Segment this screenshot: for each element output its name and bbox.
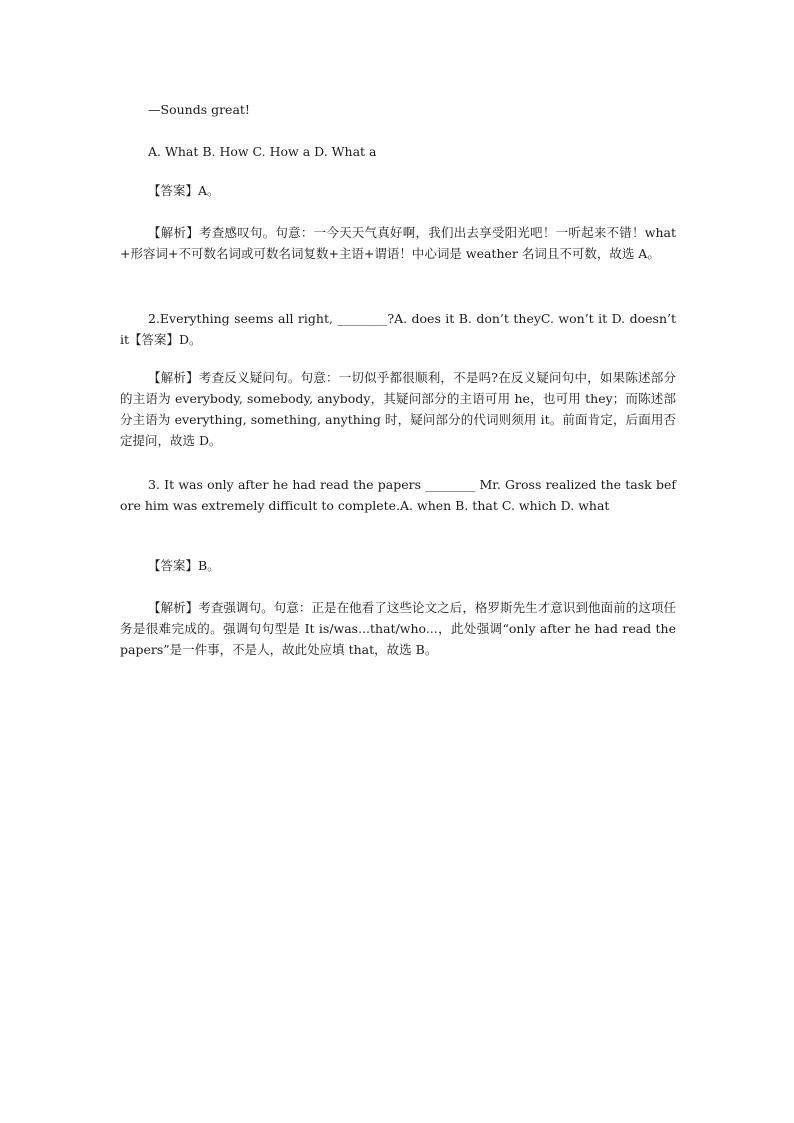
answer-3: 【答案】B。 <box>148 558 220 573</box>
question-3: 3. It was only after he had read the papers ________ Mr. Gross realized the task before him was extremely difficult to complete.A. when B. that C. which D. what <box>120 477 676 513</box>
dialogue-line: —Sounds great! <box>148 102 250 117</box>
explanation-3: 【解析】考查强调句。句意：正是在他看了这些论文之后，格罗斯先生才意识到他面前的这项任务是很难完成的。强调句句型是 It is/was...that/who...，此处强调“only after he had read the papers”是一件事，不是人，故此处应填 that，故选 B。 <box>120 600 676 657</box>
explanation-2: 【解析】考查反义疑问句。句意：一切似乎都很顺利，不是吗?在反义疑问句中，如果陈述部分的主语为 everybody, somebody, anybody，其疑问部分的主语可用 he，也可用 they；而陈述部分主语为 everything, something, anything 时，疑问部分的代词则须用 it。前面肯定，后面用否定提问，故选 D。 <box>120 370 676 448</box>
answer-1: 【答案】A。 <box>148 183 220 198</box>
question-1-options: A. What B. How C. How a D. What a <box>148 144 377 159</box>
question-2: 2.Everything seems all right, ________?A. does it B. don’t theyC. won’t it D. doesn’t it【答案】D。 <box>120 311 676 347</box>
explanation-1: 【解析】考查感叹句。句意：一今天天气真好啊，我们出去享受阳光吧！一听起来不错！what+形容词+不可数名词或可数名词复数+主语+谓语！中心词是 weather 名词且不可数，故选 A。 <box>120 225 676 261</box>
